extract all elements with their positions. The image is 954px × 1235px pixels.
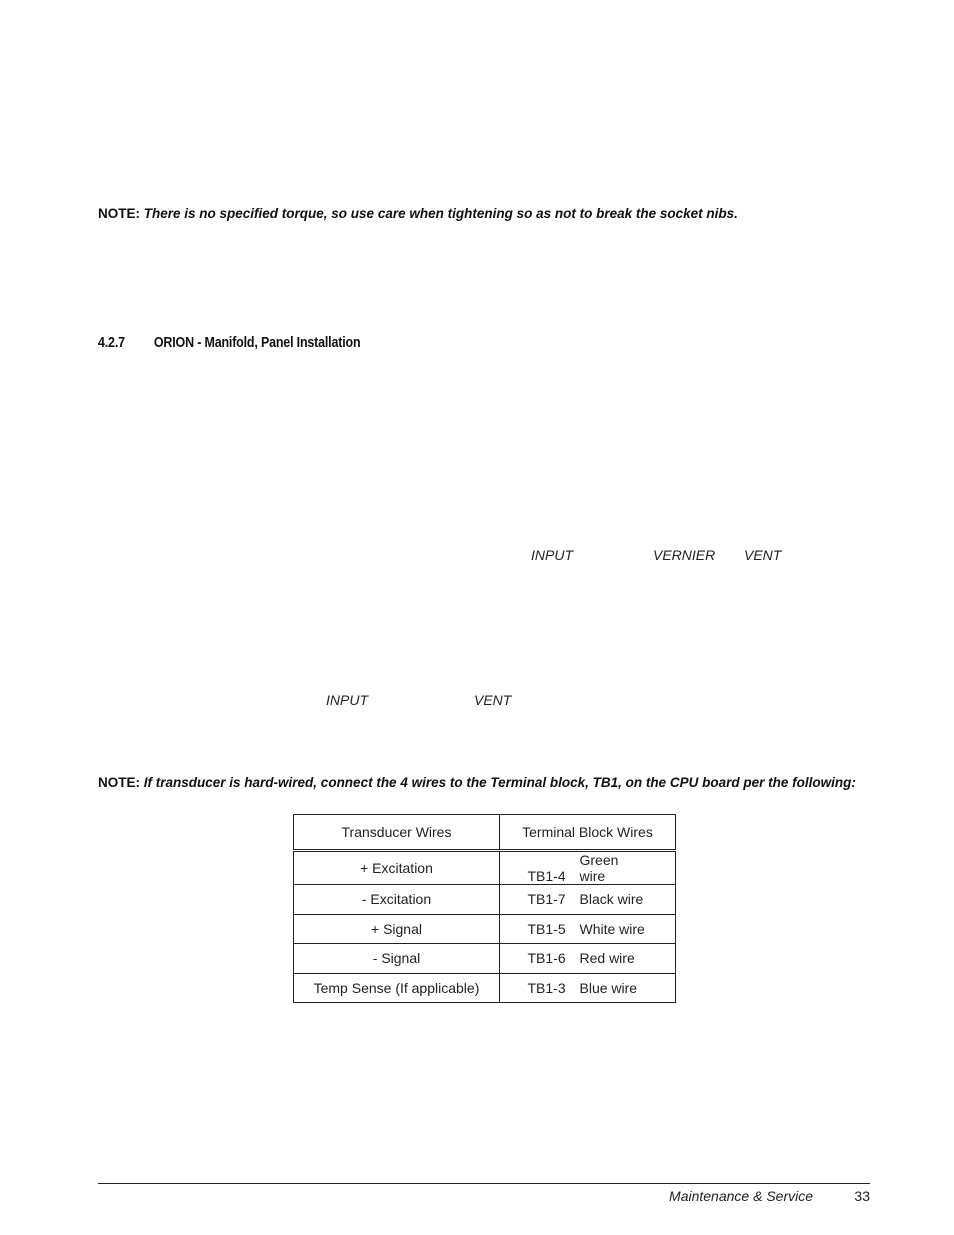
wire-color: White wire <box>579 920 645 937</box>
transducer-cell: - Signal <box>294 944 500 974</box>
transducer-cell: - Excitation <box>294 885 500 915</box>
terminal-cell <box>500 944 676 974</box>
terminal-cell <box>500 973 676 1003</box>
transducer-cell: + Excitation <box>294 851 500 885</box>
wire-color: Blue wire <box>579 979 638 996</box>
table-row <box>294 973 676 1003</box>
header-transducer-wires: Transducer Wires <box>294 815 500 851</box>
footer-divider <box>98 1183 870 1184</box>
note-text: If transducer is hard-wired, connect the 4 wires to the Terminal block, TB1, on the CPU board per the following: <box>143 775 856 790</box>
table-row <box>294 914 676 944</box>
header-terminal-block-wires: Terminal Block Wires <box>500 815 676 851</box>
wire-color: Red wire <box>579 950 635 967</box>
terminal-cell <box>500 914 676 944</box>
label-input-2: INPUT <box>326 692 368 708</box>
table-header-row <box>294 815 676 851</box>
label-vent: VENT <box>744 547 782 563</box>
footer-section-title: Maintenance & Service <box>669 1188 813 1204</box>
table-row <box>294 851 676 885</box>
wire-color: Black wire <box>579 891 644 908</box>
table-row <box>294 885 676 915</box>
page-number: 33 <box>854 1188 870 1204</box>
section-heading <box>98 335 360 351</box>
wire-color: Green wire <box>579 852 619 884</box>
note-label: NOTE: <box>98 206 140 221</box>
note-hardwired <box>98 775 856 791</box>
label-input: INPUT <box>531 547 573 563</box>
transducer-cell: + Signal <box>294 914 500 944</box>
section-number: 4.2.7 <box>98 335 125 351</box>
table-row <box>294 944 676 974</box>
terminal-cell <box>500 851 676 885</box>
terminal-cell <box>500 885 676 915</box>
terminal-code: TB1-4 <box>527 868 566 884</box>
wiring-table <box>293 814 676 1003</box>
terminal-code: TB1-7 <box>527 891 566 908</box>
note-torque <box>98 206 738 222</box>
label-vent-2: VENT <box>474 692 512 708</box>
section-title: ORION - Manifold, Panel Installation <box>153 335 361 351</box>
terminal-code: TB1-5 <box>527 920 566 937</box>
terminal-code: TB1-3 <box>527 979 566 996</box>
note-label: NOTE: <box>98 775 140 790</box>
label-vernier: VERNIER <box>653 547 716 563</box>
terminal-code: TB1-6 <box>527 950 566 967</box>
note-text: There is no specified torque, so use care when tightening so as not to break the socket nibs. <box>143 206 738 221</box>
transducer-cell: Temp Sense (If applicable) <box>294 973 500 1003</box>
